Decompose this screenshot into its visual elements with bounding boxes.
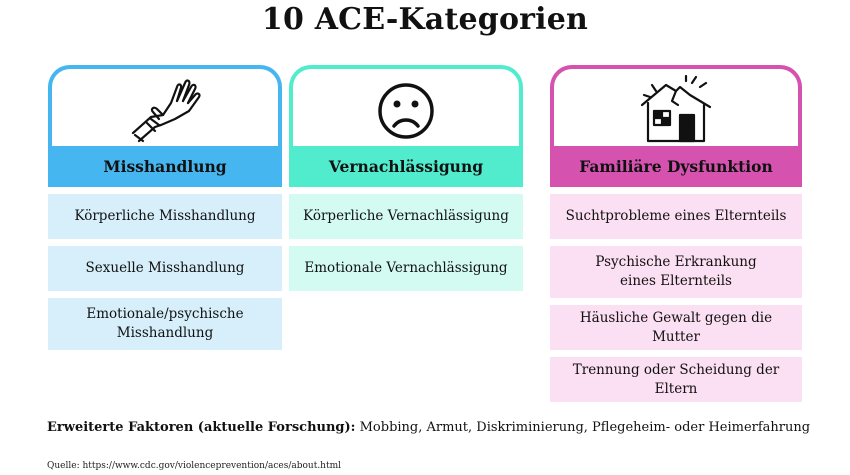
column-header-vernachlaessigung — [289, 65, 523, 187]
extended-factors-label: Erweiterte Faktoren (aktuelle Forschung): — [47, 420, 356, 435]
list-item: Sexuelle Misshandlung — [48, 246, 282, 291]
column-header-misshandlung — [48, 65, 282, 187]
column-label: Familiäre Dysfunktion — [554, 146, 798, 187]
list-item: Körperliche Misshandlung — [48, 194, 282, 239]
page-title: 10 ACE-Kategorien — [261, 2, 589, 37]
list-item: Emotionale/psychische Misshandlung — [48, 298, 282, 350]
column-label: Vernachlässigung — [293, 146, 519, 187]
column-familiaere-dysfunktion — [550, 65, 802, 402]
column-vernachlaessigung — [289, 65, 523, 291]
list-item: Körperliche Vernachlässigung — [289, 194, 523, 239]
sad-face-icon — [371, 75, 441, 145]
hand-grab-icon — [125, 75, 205, 145]
column-label: Misshandlung — [52, 146, 278, 187]
broken-house-icon — [636, 75, 716, 147]
list-item: Suchtprobleme eines Elternteils — [550, 194, 802, 239]
extended-factors-note — [47, 420, 810, 435]
column-misshandlung — [48, 65, 282, 350]
list-item: Emotionale Vernachlässigung — [289, 246, 523, 291]
extended-factors-text: Mobbing, Armut, Diskriminierung, Pflegeheim- oder Heimerfahrung — [359, 420, 811, 435]
column-header-familiaere-dysfunktion — [550, 65, 802, 187]
source-citation: Quelle: https://www.cdc.gov/violenceprevention/aces/about.html — [47, 461, 342, 471]
list-item: Trennung oder Scheidung der Eltern — [550, 357, 802, 402]
list-item: Häusliche Gewalt gegen die Mutter — [550, 305, 802, 350]
list-item: Psychische Erkrankung eines Elternteils — [550, 246, 802, 298]
